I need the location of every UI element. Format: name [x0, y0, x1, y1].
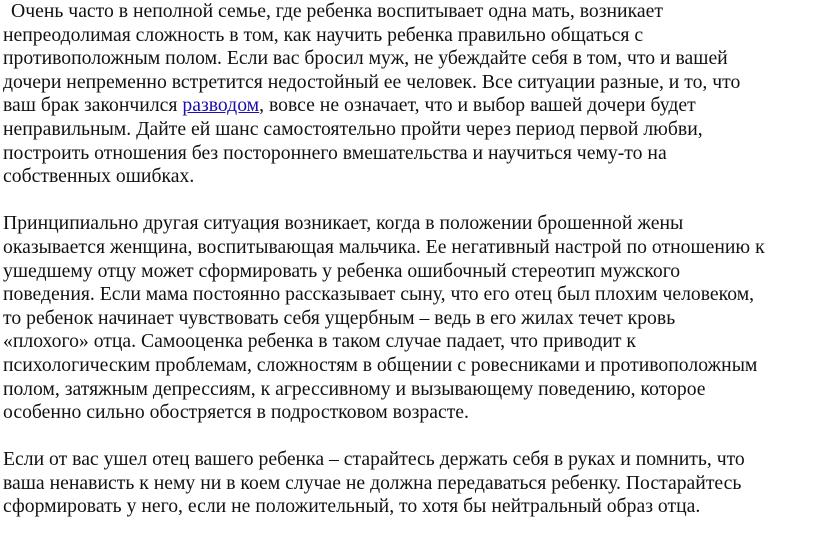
text-segment: , вовсе не означает, что и выбор вашей дочери будет	[259, 94, 696, 117]
divorce-link[interactable]: разводом	[182, 94, 260, 117]
text-line	[3, 0, 815, 24]
text-line: ушедшему отцу может сформировать у ребенка ошибочный стереотип мужского	[3, 259, 681, 282]
text-line: поведения. Если мама постоянно рассказывает сыну, что его отец был плохим человеком,	[3, 283, 755, 306]
text-line: психологическим проблемам, сложностям в общении с ровесниками и противоположным	[3, 353, 758, 376]
text-line-with-link	[3, 94, 815, 118]
text-line: неправильным. Дайте ей шанс самостоятельно пройти через период первой любви,	[3, 117, 703, 140]
text-line: то ребенок начинает чувствовать себя ущербным – ведь в его жилах течет кровь	[3, 306, 676, 329]
paragraph-3	[3, 448, 815, 519]
text-line: Принципиально другая ситуация возникает, когда в положении брошенной жены	[3, 212, 684, 235]
text-line: дочери непременно встретится недостойный ее человек. Все ситуации разные, и то, что	[3, 70, 741, 93]
text-line: противоположным полом. Если вас бросил муж, не убеждайте себя в том, что и вашей	[3, 47, 728, 70]
text-line-content: Очень часто в неполной семье, где ребенка воспитывает одна мать, возникает	[11, 0, 663, 22]
text-line: непреодолимая сложность в том, как научить ребенка правильно общаться с	[3, 23, 644, 46]
document-body	[3, 0, 815, 519]
text-line: построить отношения без постороннего вмешательства и научиться чему-то на	[3, 141, 667, 164]
text-segment: ваш брак закончился	[3, 94, 183, 117]
text-line: Если от вас ушел отец вашего ребенка – старайтесь держать себя в руках и помнить, что	[3, 448, 745, 471]
text-line: «плохого» отца. Самооценка ребенка в таком случае падает, что приводит к	[3, 330, 636, 353]
text-line: особенно сильно обостряется в подростковом возрасте.	[3, 401, 469, 424]
text-line: сформировать у него, если не положительный, то хотя бы нейтральный образ отца.	[3, 495, 701, 518]
text-line: ваша ненависть к нему ни в коем случае не должна передаваться ребенку. Постарайтесь	[3, 471, 742, 494]
paragraph-1	[3, 0, 815, 189]
text-line: оказывается женщина, воспитывающая мальчика. Ее негативный настрой по отношению к	[3, 235, 765, 258]
paragraph-2	[3, 212, 815, 424]
text-line: собственных ошибках.	[3, 165, 195, 188]
text-line: полом, затяжным депрессиям, к агрессивному и вызывающему поведению, которое	[3, 377, 706, 400]
